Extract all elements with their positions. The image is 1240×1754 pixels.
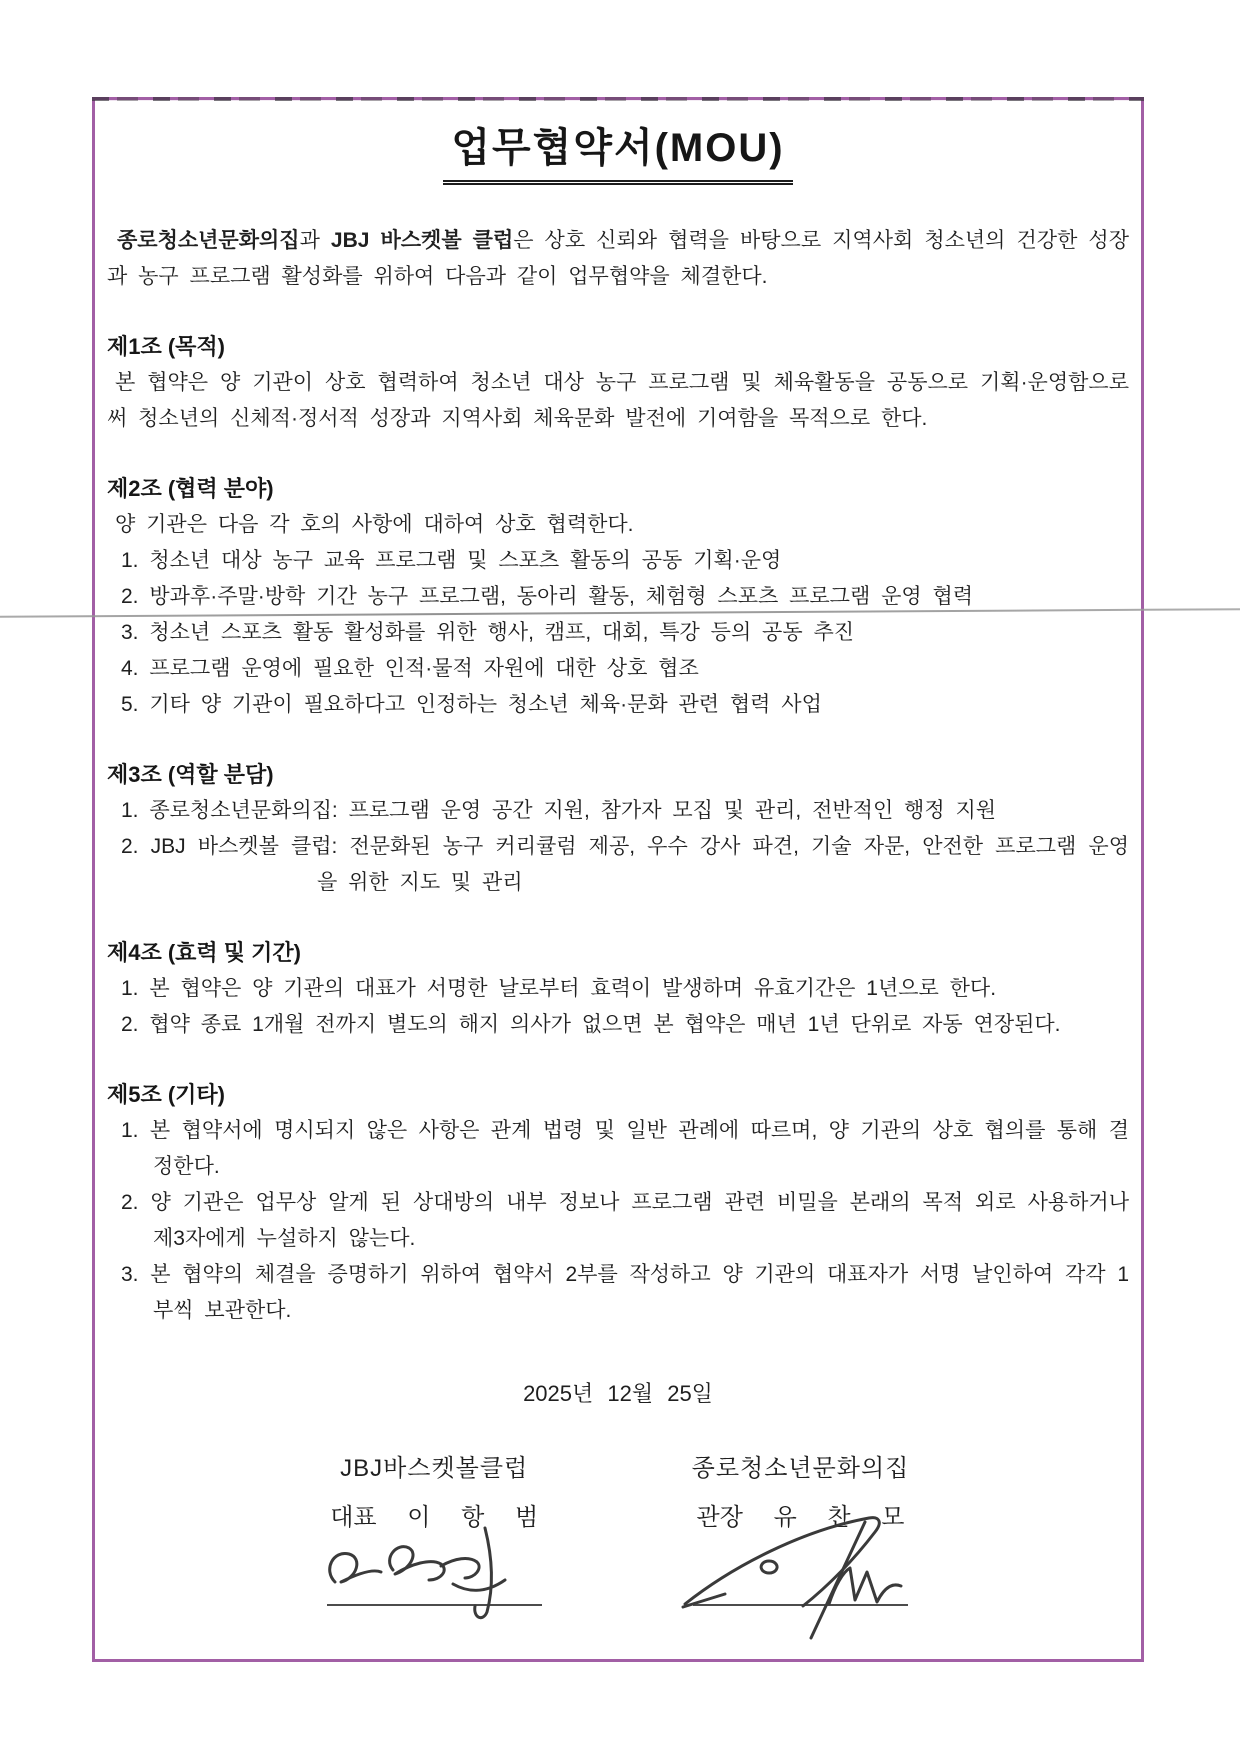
signature-line-a <box>327 1538 542 1606</box>
article-1-heading: 제1조 (목적) <box>107 334 226 359</box>
signature-line-b <box>693 1538 908 1606</box>
party-a-name: 종로청소년문화의집 <box>117 229 300 252</box>
scan-noise-top-border <box>92 97 1144 101</box>
article-2-body: 양 기관은 다음 각 호의 사항에 대하여 상호 협력한다. <box>115 513 634 536</box>
article-5-item-1: 1. 본 협약서에 명시되지 않은 사항은 관계 법령 및 일반 관례에 따르며, 양 기관의 상호 협의를 통해 결정한다. <box>121 1119 1129 1178</box>
document-title: 업무협약서(MOU) <box>443 116 792 185</box>
article-2-item-2: 2. 방과후·주말·방학 기간 농구 프로그램, 동아리 활동, 체험형 스포츠 프로그램 운영 협력 <box>121 585 974 608</box>
article-3-item-2: 2. JBJ 바스켓볼 클럽: 전문화된 농구 커리큘럼 제공, 우수 강사 파견, 기술 자문, 안전한 프로그램 운영을 위한 지도 및 관리 <box>121 835 1129 894</box>
intro-paragraph <box>107 223 1129 295</box>
intro-rest: 은 상호 신뢰와 협력을 바탕으로 지역사회 청소년의 건강한 성장과 농구 프로그램 활성화를 위하여 다음과 같이 업무협약을 체결한다. <box>107 229 1129 288</box>
signature-org-name-a: JBJ바스켓볼클럽 <box>340 1455 529 1482</box>
article-5-heading: 제5조 (기타) <box>107 1082 226 1107</box>
article-1-body: 본 협약은 양 기관이 상호 협력하여 청소년 대상 농구 프로그램 및 체육활동을 공동으로 기획·운영함으로써 청소년의 신체적·정서적 성장과 지역사회 체육문화 발전에 기여함을 목적으로 한다. <box>107 371 1129 430</box>
title-area <box>107 116 1129 185</box>
signature-block-jbj <box>327 1448 542 1606</box>
signature-section <box>107 1448 1129 1606</box>
agreement-date: 2025년 12월 25일 <box>523 1381 713 1406</box>
article-2-heading: 제2조 (협력 분야) <box>107 476 274 501</box>
mou-border-box <box>92 97 1144 1662</box>
article-2-item-1: 1. 청소년 대상 농구 교육 프로그램 및 스포츠 활동의 공동 기획·운영 <box>121 549 782 572</box>
signature-role-name-a: 대표 이 항 범 <box>330 1504 539 1531</box>
handwritten-signature-a-icon <box>313 1520 543 1630</box>
signature-block-jongno <box>692 1448 910 1606</box>
article-4 <box>107 935 1129 1043</box>
handwritten-signature-b-icon <box>673 1504 923 1644</box>
article-5-item-3: 3. 본 협약의 체결을 증명하기 위하여 협약서 2부를 작성하고 양 기관의 대표자가 서명 날인하여 각각 1부씩 보관한다. <box>121 1263 1129 1322</box>
article-2-item-5: 5. 기타 양 기관이 필요하다고 인정하는 청소년 체육·문화 관련 협력 사업 <box>121 693 822 716</box>
article-2-item-4: 4. 프로그램 운영에 필요한 인적·물적 자원에 대한 상호 협조 <box>121 657 699 680</box>
article-2 <box>107 471 1129 723</box>
signature-role-name-b: 관장 유 찬 모 <box>696 1504 905 1531</box>
article-4-item-1: 1. 본 협약은 양 기관의 대표가 서명한 날로부터 효력이 발생하며 유효기간은 1년으로 한다. <box>121 977 997 1000</box>
party-b-name: JBJ 바스켓볼 클럽 <box>330 229 514 252</box>
article-5 <box>107 1077 1129 1329</box>
article-3 <box>107 757 1129 901</box>
signature-org-name-b: 종로청소년문화의집 <box>691 1455 910 1482</box>
article-4-item-2: 2. 협약 종료 1개월 전까지 별도의 해지 의사가 없으면 본 협약은 매년 1년 단위로 자동 연장된다. <box>121 1013 1061 1036</box>
article-5-item-2: 2. 양 기관은 업무상 알게 된 상대방의 내부 정보나 프로그램 관련 비밀을 본래의 목적 외로 사용하거나 제3자에게 누설하지 않는다. <box>121 1191 1129 1250</box>
intro-connector: 과 <box>299 229 331 252</box>
article-3-heading: 제3조 (역할 분담) <box>107 762 274 787</box>
article-2-item-3: 3. 청소년 스포츠 활동 활성화를 위한 행사, 캠프, 대회, 특강 등의 공동 추진 <box>121 621 855 644</box>
article-3-item-1: 1. 종로청소년문화의집: 프로그램 운영 공간 지원, 참가자 모집 및 관리, 전반적인 행정 지원 <box>121 799 997 822</box>
article-1 <box>107 329 1129 437</box>
article-4-heading: 제4조 (효력 및 기간) <box>107 940 301 965</box>
